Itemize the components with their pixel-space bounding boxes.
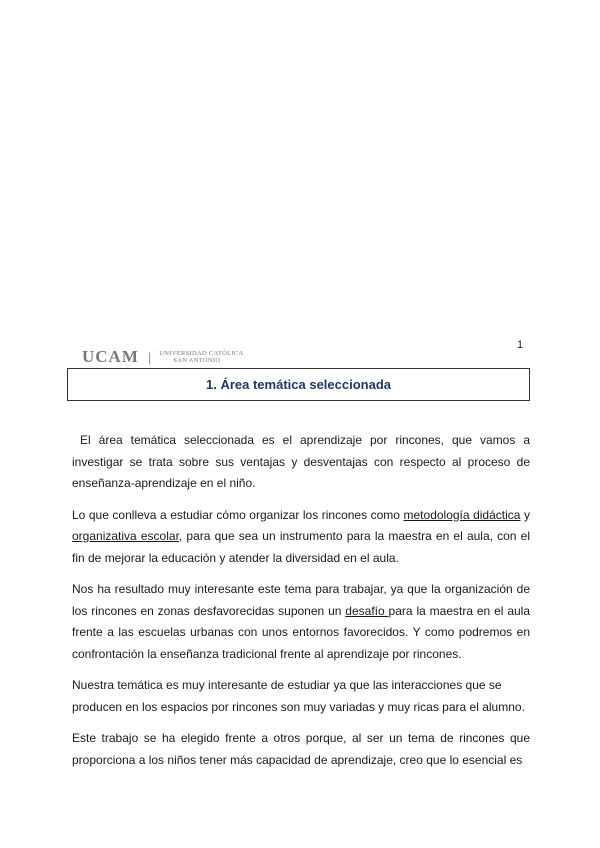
logo-text — [159, 350, 243, 364]
university-logo — [82, 348, 243, 366]
section-title-box — [67, 368, 530, 401]
paragraph-3-text-b: para la maestra en el aula frente a las escuelas urbanas con unos entornos favorecidos. Y como podremos en confrontación la enseñanza tradicional frente al aprendizaje por rincones. — [72, 603, 531, 661]
link-desafio[interactable]: desafío — [345, 603, 389, 618]
logo-line-1: UNIVERSIDAD CATÓLICA — [159, 350, 244, 357]
paragraph-5: Este trabajo se ha elegido frente a otros porque, al ser un tema de rincones que proporciona a los niños tener más capacidad de aprendizaje, creo que lo esencial es — [72, 731, 530, 767]
paragraph-3-text-a: Nos ha resultado muy interesante este tema para trabajar, ya que la organización de los rincones en zonas desfavorecidas suponen un — [72, 582, 530, 618]
paragraph-2 — [72, 505, 530, 570]
paragraph-1: El área temática seleccionada es el aprendizaje por rincones, que vamos a investigar se trata sobre sus ventajas y desventajas con respecto al proceso de enseñanza-aprendizaje en el niño. — [72, 433, 530, 490]
link-metodologia-didactica[interactable]: metodología didáctica — [403, 507, 521, 522]
paragraph-2-text-c: para que sea un instrumento para la maestra en el aula, con el fin de mejorar la educación y atender la diversidad en el aula. — [72, 529, 530, 565]
document-body — [72, 430, 530, 781]
page-number: 1 — [517, 339, 524, 351]
paragraph-2-text-b: y — [520, 507, 531, 522]
section-title: 1. Área temática seleccionada — [206, 377, 391, 392]
logo-line-2: SAN ANTONIO — [173, 357, 221, 364]
link-organizativa-escolar[interactable]: organizativa escolar, — [72, 529, 183, 543]
paragraph-4: Nuestra temática es muy interesante de estudiar ya que las interacciones que se producen en los espacios por rincones son muy variadas y muy ricas para el alumno. — [72, 678, 525, 714]
logo-separator: | — [147, 349, 152, 365]
paragraph-2-text-a: Lo que conlleva a estudiar cómo organizar los rincones como — [72, 507, 404, 522]
logo-mark: UCAM — [82, 347, 139, 366]
paragraph-3 — [72, 579, 530, 665]
